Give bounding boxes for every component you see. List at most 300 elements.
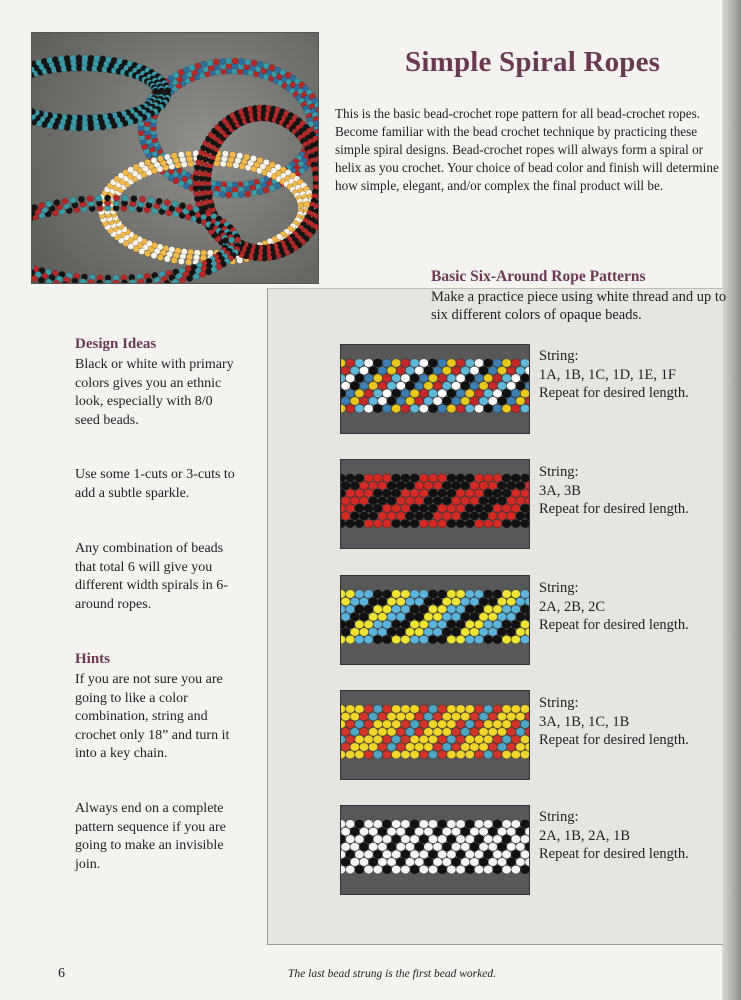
bracelet-bead	[298, 202, 304, 208]
bead	[355, 359, 364, 367]
bead	[341, 512, 350, 520]
pattern-swatch-5	[340, 805, 530, 895]
bead	[497, 597, 506, 605]
bead	[346, 720, 355, 728]
bead	[428, 590, 437, 598]
bead	[488, 481, 497, 489]
bracelet-bead	[263, 187, 269, 193]
bead	[341, 397, 350, 405]
bracelet-bead	[226, 58, 232, 64]
bracelet-bead	[238, 58, 244, 64]
bead	[442, 628, 451, 636]
bead	[461, 613, 470, 621]
bead	[387, 728, 396, 736]
bead	[479, 512, 488, 520]
bead	[511, 504, 520, 512]
bead	[373, 720, 382, 728]
bracelet-bead	[213, 59, 219, 65]
bead	[369, 382, 378, 390]
bead	[355, 474, 364, 482]
bead	[419, 705, 428, 713]
bead	[465, 820, 474, 828]
bead	[520, 750, 529, 758]
pattern-swatch-2	[340, 459, 530, 549]
bead	[341, 712, 350, 720]
bracelet-bead	[54, 199, 60, 205]
bead	[350, 628, 359, 636]
bracelet-bead	[238, 191, 244, 197]
bead	[350, 397, 359, 405]
bead	[419, 720, 428, 728]
bracelet-bead	[111, 122, 117, 128]
bead	[401, 620, 410, 628]
bead	[520, 359, 529, 367]
bead	[474, 835, 483, 843]
bead	[373, 404, 382, 412]
bead	[373, 605, 382, 613]
bead	[461, 827, 470, 835]
bead	[405, 512, 414, 520]
bead	[410, 389, 419, 397]
bead	[401, 389, 410, 397]
pattern-repeat: Repeat for desired length.	[539, 501, 689, 517]
bead	[484, 750, 493, 758]
bead	[373, 489, 382, 497]
bead	[364, 590, 373, 598]
bead	[438, 750, 447, 758]
pattern-repeat: Repeat for desired length.	[539, 732, 689, 748]
bracelet-bead	[32, 204, 38, 210]
bead	[502, 865, 511, 873]
bead	[470, 628, 479, 636]
bead	[410, 474, 419, 482]
bracelet-bead	[304, 201, 310, 207]
bead	[493, 359, 502, 367]
bead	[364, 705, 373, 713]
bracelet-bead	[32, 275, 38, 281]
bead	[401, 720, 410, 728]
bead	[387, 712, 396, 720]
bead	[392, 620, 401, 628]
bead	[447, 605, 456, 613]
bead	[465, 605, 474, 613]
bead	[401, 865, 410, 873]
bracelet-bead	[189, 65, 195, 71]
bracelet-bead	[245, 191, 251, 197]
bead	[401, 404, 410, 412]
bead	[507, 613, 516, 621]
bead	[511, 750, 520, 758]
bead	[355, 705, 364, 713]
bead	[401, 735, 410, 743]
bead	[456, 750, 465, 758]
bead	[396, 827, 405, 835]
bead	[484, 519, 493, 527]
bead	[456, 504, 465, 512]
bead	[447, 835, 456, 843]
bead	[433, 597, 442, 605]
bead	[497, 382, 506, 390]
bead	[511, 735, 520, 743]
bead	[346, 635, 355, 643]
bead	[520, 865, 529, 873]
pattern-instructions-4	[539, 694, 719, 750]
bead	[392, 605, 401, 613]
bracelet-bead	[100, 56, 106, 62]
bead	[447, 404, 456, 412]
bead	[516, 743, 525, 751]
bead	[488, 827, 497, 835]
bead	[419, 620, 428, 628]
bead	[364, 504, 373, 512]
bead	[415, 858, 424, 866]
bead	[465, 389, 474, 397]
bead	[479, 628, 488, 636]
page-number: 6	[58, 966, 65, 981]
bead	[507, 497, 516, 505]
bracelet-bead	[82, 55, 88, 61]
bead	[465, 474, 474, 482]
bead	[392, 850, 401, 858]
design-idea-1: Black or white with primary colors gives you an ethnic look, especially with 8/0 seed beads.	[75, 357, 234, 428]
bracelet-bead	[229, 151, 235, 157]
bead	[470, 512, 479, 520]
bead	[396, 366, 405, 374]
pattern-sequence: 1A, 1B, 1C, 1D, 1E, 1F	[539, 366, 676, 383]
bead	[442, 512, 451, 520]
bead	[433, 858, 442, 866]
bead	[396, 382, 405, 390]
bead	[428, 359, 437, 367]
bead	[465, 404, 474, 412]
bead	[507, 728, 516, 736]
bead	[433, 397, 442, 405]
bead	[442, 827, 451, 835]
bead	[424, 397, 433, 405]
bead	[465, 705, 474, 713]
bead	[484, 835, 493, 843]
bead	[520, 705, 529, 713]
bead	[346, 850, 355, 858]
bead	[479, 481, 488, 489]
bead	[493, 735, 502, 743]
bracelet-bead	[145, 250, 151, 256]
bead	[447, 635, 456, 643]
bead	[451, 858, 460, 866]
bracelet-bead	[199, 271, 205, 277]
bead	[392, 389, 401, 397]
bead	[461, 382, 470, 390]
bead	[415, 512, 424, 520]
bead	[382, 474, 391, 482]
bead	[493, 720, 502, 728]
bead	[470, 366, 479, 374]
bracelet-bead	[257, 157, 263, 163]
bead	[488, 497, 497, 505]
bead	[447, 720, 456, 728]
bead	[511, 474, 520, 482]
bead	[396, 512, 405, 520]
bead	[516, 397, 525, 405]
bead	[502, 374, 511, 382]
bracelet-bead	[148, 197, 154, 203]
bead	[456, 865, 465, 873]
bead	[382, 504, 391, 512]
bead	[346, 735, 355, 743]
bead	[502, 820, 511, 828]
bracelet-bead	[70, 197, 76, 203]
bead	[484, 374, 493, 382]
bead	[456, 404, 465, 412]
bead	[456, 489, 465, 497]
bead	[447, 504, 456, 512]
bead	[419, 835, 428, 843]
bead	[369, 827, 378, 835]
bead	[424, 481, 433, 489]
bracelet-bead	[58, 56, 64, 62]
bead	[410, 504, 419, 512]
bead	[378, 712, 387, 720]
bracelet-bead	[313, 175, 318, 181]
bead	[451, 743, 460, 751]
bead	[433, 827, 442, 835]
bead	[461, 843, 470, 851]
bead	[516, 497, 525, 505]
bead	[438, 735, 447, 743]
bead	[516, 481, 525, 489]
bead	[479, 382, 488, 390]
bracelet-bead	[87, 196, 93, 202]
bead	[355, 519, 364, 527]
bead	[382, 389, 391, 397]
bead	[438, 635, 447, 643]
bead	[415, 497, 424, 505]
bead	[456, 519, 465, 527]
bead	[465, 635, 474, 643]
pattern-instructions-3	[539, 579, 719, 635]
bracelet-bead	[164, 154, 170, 160]
bead	[516, 366, 525, 374]
bracelet-bead	[145, 159, 151, 165]
bead	[387, 366, 396, 374]
bead	[474, 590, 483, 598]
bead	[484, 404, 493, 412]
bead	[396, 743, 405, 751]
bead	[410, 735, 419, 743]
bead	[359, 397, 368, 405]
bead	[511, 374, 520, 382]
bead	[392, 404, 401, 412]
bead	[396, 397, 405, 405]
bead	[369, 481, 378, 489]
bead	[438, 504, 447, 512]
bead	[474, 504, 483, 512]
bead	[474, 865, 483, 873]
bead	[493, 750, 502, 758]
bead	[428, 489, 437, 497]
bead	[387, 481, 396, 489]
bead	[415, 366, 424, 374]
bracelet-bead	[164, 199, 170, 205]
bracelet-bead	[314, 121, 318, 127]
bead	[433, 728, 442, 736]
bracelet-bead	[113, 195, 119, 201]
bead	[424, 382, 433, 390]
bead	[419, 374, 428, 382]
bead	[355, 620, 364, 628]
bead	[405, 712, 414, 720]
bracelet-bead	[172, 279, 178, 283]
bead	[350, 366, 359, 374]
bead	[479, 728, 488, 736]
bead	[346, 374, 355, 382]
bead	[511, 820, 520, 828]
bead	[470, 743, 479, 751]
bead	[369, 858, 378, 866]
page-title: Simple Spiral Ropes	[405, 46, 661, 78]
bead	[424, 613, 433, 621]
bead	[410, 590, 419, 598]
bead	[364, 489, 373, 497]
bead	[479, 712, 488, 720]
bead	[364, 374, 373, 382]
bead	[484, 504, 493, 512]
bead	[382, 374, 391, 382]
bead	[461, 397, 470, 405]
bracelet-bead	[157, 155, 163, 161]
pattern-sequence: 2A, 2B, 2C	[539, 598, 606, 615]
bead	[373, 374, 382, 382]
bracelet-bead	[164, 256, 170, 262]
bead	[497, 397, 506, 405]
bead	[373, 865, 382, 873]
bead	[428, 835, 437, 843]
bead	[516, 858, 525, 866]
bead	[488, 613, 497, 621]
bead	[511, 389, 520, 397]
bead	[410, 705, 419, 713]
bead	[447, 735, 456, 743]
bead	[355, 720, 364, 728]
bead	[428, 474, 437, 482]
bead	[520, 820, 529, 828]
bead	[346, 474, 355, 482]
bead	[341, 728, 350, 736]
bead	[424, 743, 433, 751]
pattern-swatch-1	[340, 344, 530, 434]
bead	[447, 850, 456, 858]
bead	[451, 397, 460, 405]
bead	[511, 605, 520, 613]
bead	[355, 735, 364, 743]
bead	[442, 743, 451, 751]
bead	[520, 404, 529, 412]
bead	[484, 359, 493, 367]
bead	[364, 474, 373, 482]
bead	[456, 835, 465, 843]
bead	[465, 504, 474, 512]
bead	[359, 728, 368, 736]
bead	[474, 620, 483, 628]
bead	[401, 519, 410, 527]
bead	[369, 613, 378, 621]
bead	[474, 474, 483, 482]
bracelet-bead	[153, 88, 159, 94]
bead	[438, 850, 447, 858]
bead	[415, 481, 424, 489]
bracelet-bead	[64, 124, 70, 130]
bead	[502, 474, 511, 482]
bracelet-bead	[226, 192, 232, 198]
bead	[479, 397, 488, 405]
bead	[415, 397, 424, 405]
bead	[346, 835, 355, 843]
bead	[484, 735, 493, 743]
bead	[438, 519, 447, 527]
bead	[520, 389, 529, 397]
bead	[405, 843, 414, 851]
bead	[520, 474, 529, 482]
bead	[405, 728, 414, 736]
bead	[465, 720, 474, 728]
bead	[392, 865, 401, 873]
bead	[373, 474, 382, 482]
bead	[488, 397, 497, 405]
bead	[433, 613, 442, 621]
bracelet-bead	[138, 279, 144, 283]
bead	[419, 489, 428, 497]
bead	[451, 628, 460, 636]
pattern-label: String:	[539, 348, 579, 364]
bead	[493, 635, 502, 643]
bead	[378, 597, 387, 605]
bead	[419, 359, 428, 367]
bracelet-bead	[186, 275, 192, 281]
bead	[428, 820, 437, 828]
bracelet-bead	[94, 55, 100, 61]
bead	[350, 858, 359, 866]
bead	[511, 705, 520, 713]
bead	[405, 366, 414, 374]
bead	[433, 743, 442, 751]
bead	[341, 382, 350, 390]
bead	[419, 635, 428, 643]
bead	[346, 820, 355, 828]
bead	[479, 858, 488, 866]
bead	[359, 497, 368, 505]
bracelet-bead	[179, 277, 185, 283]
bead	[382, 720, 391, 728]
bead	[396, 613, 405, 621]
bead	[424, 628, 433, 636]
bead	[456, 389, 465, 397]
bead	[428, 720, 437, 728]
bead	[493, 504, 502, 512]
bead	[474, 489, 483, 497]
bead	[484, 590, 493, 598]
bead	[502, 735, 511, 743]
bead	[405, 397, 414, 405]
bead	[369, 743, 378, 751]
bead	[401, 504, 410, 512]
bead	[488, 628, 497, 636]
patterns-heading: Basic Six-Around Rope Patterns	[431, 268, 646, 285]
bead	[355, 750, 364, 758]
bead	[369, 366, 378, 374]
bead	[355, 590, 364, 598]
bead	[502, 750, 511, 758]
bead	[479, 827, 488, 835]
